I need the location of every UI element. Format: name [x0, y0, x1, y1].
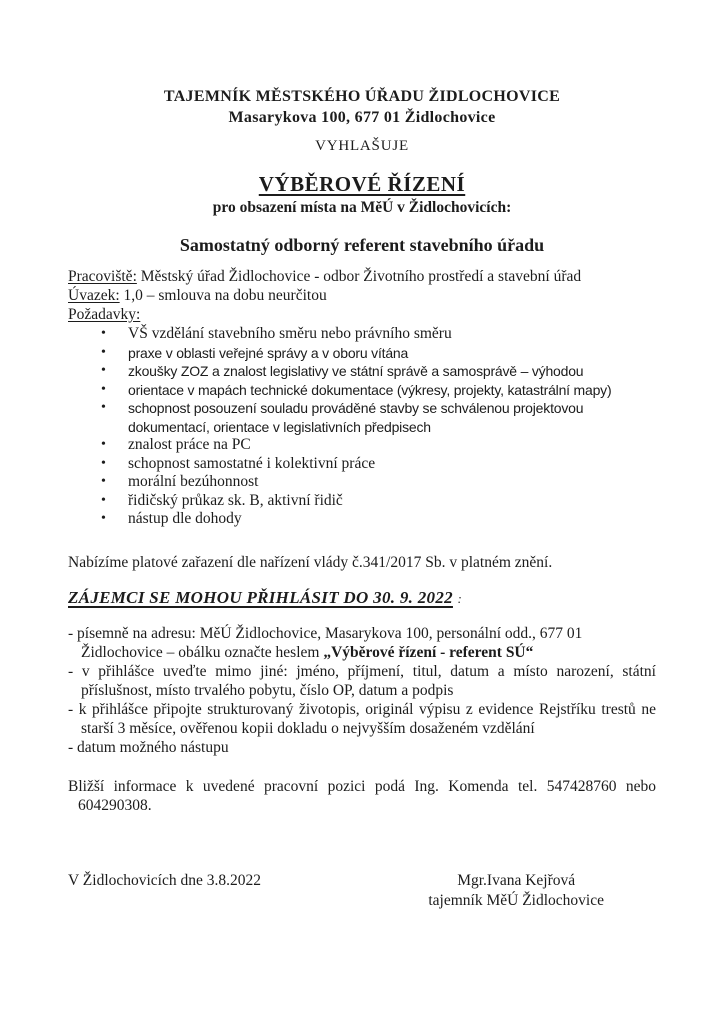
workload-value: 1,0 – smlouva na dobu neurčitou — [123, 287, 327, 304]
application-item-start-date: - datum možného nástupu — [68, 738, 229, 756]
org-address-line: Masarykova 100, 677 01 Židlochovice — [228, 109, 496, 126]
org-name-line: TAJEMNÍK MĚSTSKÉHO ÚŘADU ŽIDLOCHOVICE — [163, 88, 561, 105]
requirement-item: • zkoušky ZOZ a znalost legislativy ve státní správě a samosprávě – výhodou — [101, 363, 584, 379]
requirement-item: • morální bezúhonnost — [101, 473, 259, 490]
footer-section — [68, 871, 656, 911]
workplace-line — [68, 267, 656, 286]
signature-name: Mgr.Ivana Kejřová — [457, 871, 576, 889]
workload-line — [68, 286, 656, 305]
bullet-icon: • — [101, 400, 106, 415]
workload-label: Úvazek: — [68, 287, 120, 304]
bullet-icon: • — [101, 511, 106, 526]
deadline-colon: : — [457, 590, 463, 606]
requirements-list — [68, 325, 656, 529]
bullet-icon: • — [101, 381, 106, 397]
document-title: VÝBĚROVÉ ŘÍZENÍ — [258, 172, 466, 196]
deadline-heading-text: ZÁJEMCI SE MOHOU PŘIHLÁSIT DO 30. 9. 2022 — [68, 587, 453, 607]
requirement-item: • VŠ vzdělání stavebního směru nebo právního směru — [101, 325, 452, 342]
contact-info: Bližší informace k uvedené pracovní pozici podá Ing. Komenda tel. 547428760 nebo 604290308. — [68, 777, 656, 814]
details-section — [68, 267, 656, 324]
bullet-icon: • — [101, 455, 106, 471]
signature-block — [428, 871, 604, 911]
bullet-icon: • — [101, 363, 106, 378]
application-item-personal-data: - v přihlášce uveďte mimo jiné: jméno, příjmení, titul, datum a místo narození, státní příslušnost, místo trvalého pobytu, číslo OP, datum a podpis — [68, 662, 656, 699]
requirements-label: Požadavky: — [68, 306, 141, 323]
requirement-item: • orientace v mapách technické dokumentace (výkresy, projekty, katastrální mapy) — [101, 381, 612, 398]
position-title: Samostatný odborný referent stavebního úřadu — [179, 235, 545, 255]
application-instructions-list — [68, 624, 656, 757]
signature-role: tajemník MěÚ Židlochovice — [428, 891, 604, 909]
requirement-item: • schopnost samostatné i kolektivní práce — [101, 454, 376, 472]
bullet-icon: • — [101, 474, 106, 489]
application-item-address: - písemně na adresu: MěÚ Židlochovice, Masarykova 100, personální odd., 677 01 Židlochovice – obálku označte heslem „Výběrové řízení - referent SÚ“ — [68, 624, 583, 661]
application-item-attachments: - k přihlášce připojte strukturovaný životopis, originál výpisu z evidence Rejstříku trestů ne starší 3 měsíce, ověřenou kopii dokladu o nejvyšším dosaženém vzdělání — [68, 700, 656, 737]
deadline-heading — [68, 587, 656, 610]
requirement-item: • nástup dle dohody — [101, 510, 242, 527]
requirement-item: • řidičský průkaz sk. B, aktivní řidič — [101, 491, 343, 509]
place-date: V Židlochovicích dne 3.8.2022 — [68, 871, 262, 889]
bullet-icon: • — [101, 326, 106, 341]
offer-line: Nabízíme platové zařazení dle nařízení vlády č.341/2017 Sb. v platném znění. — [68, 553, 553, 571]
announce-word: VYHLAŠUJE — [315, 138, 409, 154]
requirement-item: • schopnost posouzení souladu prováděné stavby se schválenou projektovou dokumentací, orientace v legislativních předpisech — [101, 400, 584, 435]
document-subtitle: pro obsazení místa na MěÚ v Židlochovicích: — [212, 199, 512, 216]
envelope-label-bold: „Výběrové řízení - referent SÚ“ — [323, 643, 534, 661]
bullet-icon: • — [101, 492, 106, 508]
requirement-item: • znalost práce na PC — [101, 436, 251, 453]
bullet-icon: • — [101, 437, 106, 452]
requirement-item: • praxe v oblasti veřejné správy a v oboru vítána — [101, 344, 409, 361]
bullet-icon: • — [101, 344, 106, 360]
requirements-label-line — [68, 305, 656, 324]
workplace-value: Městský úřad Židlochovice - odbor Životního prostředí a stavební úřad — [140, 268, 582, 285]
workplace-label: Pracoviště: — [68, 268, 137, 285]
